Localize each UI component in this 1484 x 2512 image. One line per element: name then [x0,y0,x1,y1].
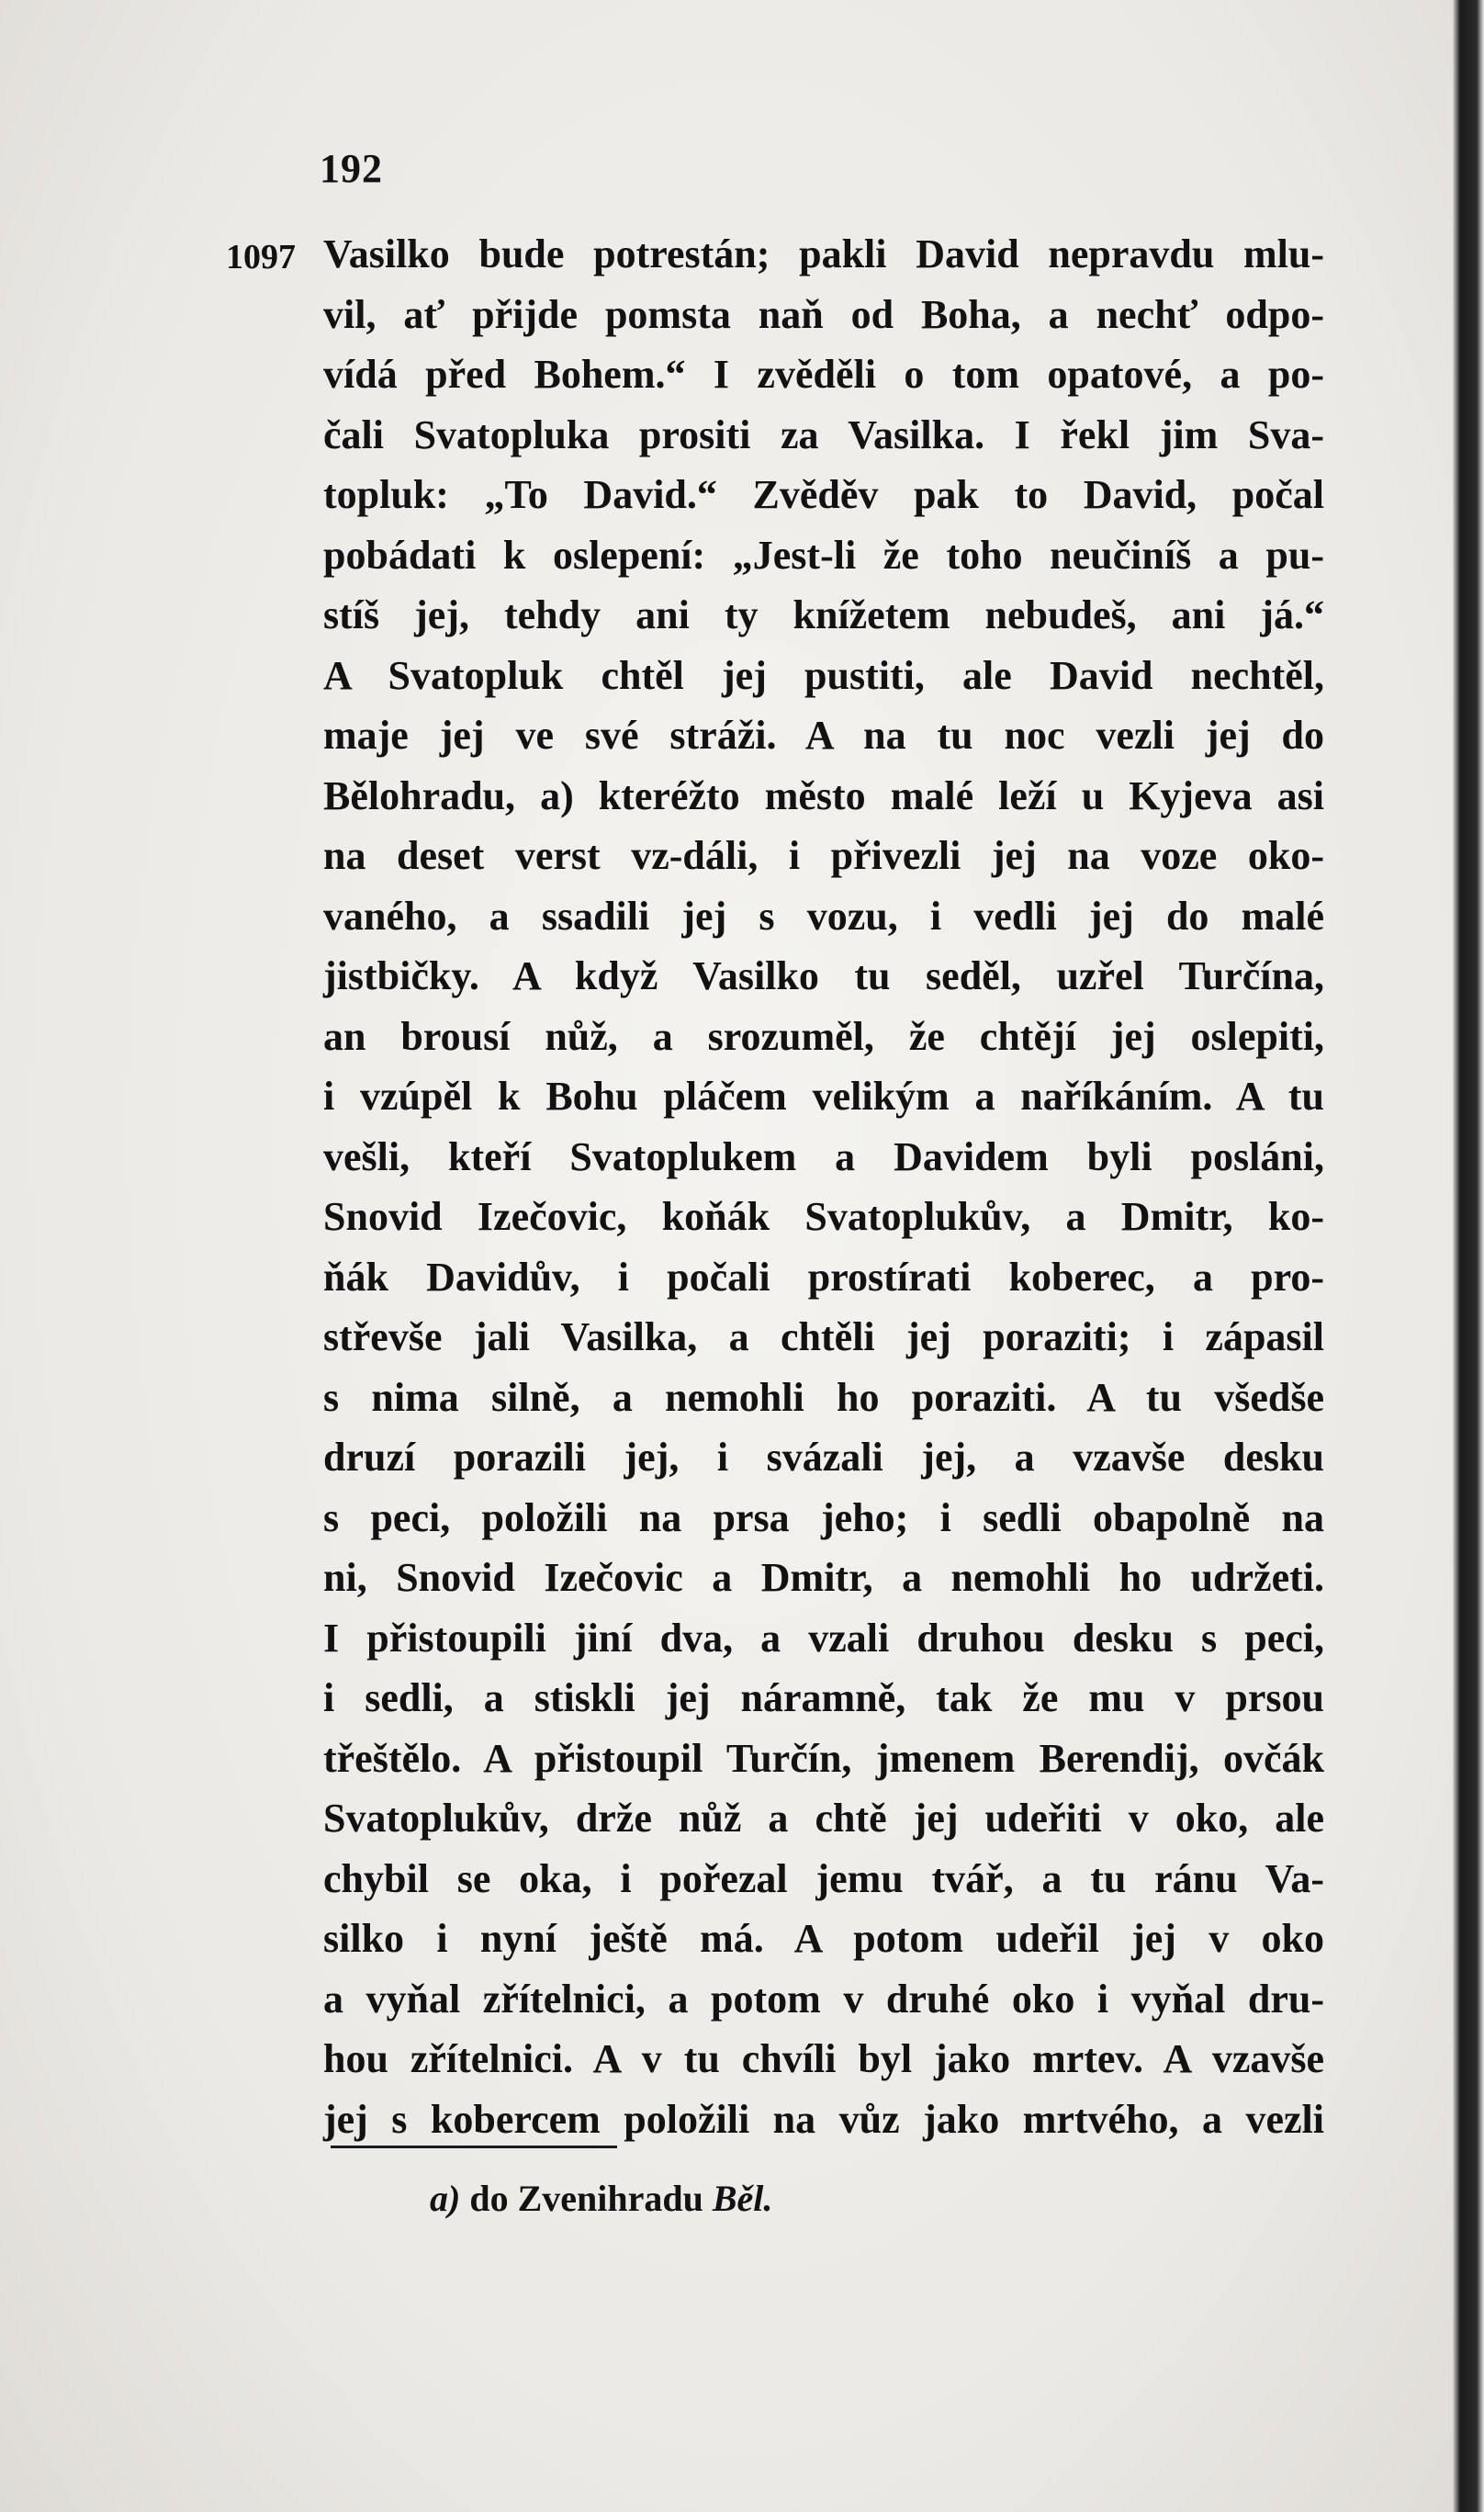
text-line: na deset verst vz-dáli, i přivezli jej na voze oko- [323,833,1324,878]
text-line: Vasilko bude potrestán; pakli David nepravdu mlu- [323,231,1324,276]
text-line: i vzúpěl k Bohu pláčem velikým a naříkáním. A tu [323,1074,1324,1119]
page-binding-edge [1453,0,1484,2512]
text-line: jistbičky. A když Vasilko tu seděl, uzřel Turčína, [323,953,1324,998]
text-line: vešli, kteří Svatoplukem a Davidem byli posláni, [323,1133,1324,1179]
footnote-source: Běl. [712,2178,773,2219]
text-line: s peci, položili na prsa jeho; i sedli obapolně na [323,1494,1324,1540]
text-line: an brousí nůž, a srozuměl, že chtějí jej oslepiti, [323,1013,1324,1059]
page-number: 192 [320,146,383,191]
footnote [430,2177,772,2220]
text-line: ňák Davidův, i počali prostírati koberec, a pro- [323,1254,1324,1300]
text-line: topluk: „To David.“ Zvěděv pak to David, počal [323,472,1324,517]
text-line: hou zřítelnici. A v tu chvíli byl jako mrtev. A vzavše [323,2036,1324,2081]
text-line: chybil se oka, i pořezal jemu tvář, a tu ránu Va- [323,1855,1324,1901]
footnote-text: do Zvenihradu [469,2178,703,2219]
footnote-mark: a) [430,2178,461,2219]
text-line: vil, ať přijde pomsta naň od Boha, a nechť odpo- [323,291,1324,337]
body-text [323,224,1324,2149]
text-line: Snovid Izečovic, koňák Svatoplukův, a Dmitr, ko- [323,1194,1324,1239]
year-margin-note: 1097 [226,238,296,276]
text-line: ni, Snovid Izečovic a Dmitr, a nemohli ho udržeti. [323,1555,1324,1600]
text-line: pobádati k oslepení: „Jest-li že toho neučiníš a pu- [323,532,1324,578]
text-line: stíš jej, tehdy ani ty knížetem nebudeš, ani já.“ [323,592,1324,637]
text-line: čali Svatopluka prositi za Vasilka. I řekl jim Sva- [323,411,1324,457]
text-line: druzí porazili jej, i svázali jej, a vzavše desku [323,1435,1324,1480]
text-line: s nima silně, a nemohli ho poraziti. A tu všedše [323,1374,1324,1420]
text-line: a vyňal zřítelnici, a potom v druhé oko i vyňal dru- [323,1976,1324,2022]
text-line: jej s kobercem položili na vůz jako mrtvého, a vezli [323,2096,1324,2142]
text-line: Bělohradu, a) kteréžto město malé leží u Kyjeva asi [323,772,1324,818]
text-line: Svatoplukův, drže nůž a chtě jej udeřiti v oko, ale [323,1796,1324,1841]
text-line: třeštělo. A přistoupil Turčín, jmenem Berendij, ovčák [323,1735,1324,1781]
text-line: silko i nyní ještě má. A potom udeřil jej v oko [323,1916,1324,1961]
text-line: i sedli, a stiskli jej náramně, tak že mu v prsou [323,1675,1324,1720]
text-line: maje jej ve své stráži. A na tu noc vezli jej do [323,713,1324,758]
text-line: střevše jali Vasilka, a chtěli jej poraziti; i zápasil [323,1314,1324,1359]
text-line: vídá před Bohem.“ I zvěděli o tom opatové, a po- [323,352,1324,397]
text-line: vaného, a ssadili jej s vozu, i vedli jej do malé [323,893,1324,939]
text-line: I přistoupili jiní dva, a vzali druhou desku s peci, [323,1615,1324,1661]
text-line: A Svatopluk chtěl jej pustiti, ale David nechtěl, [323,652,1324,698]
footnote-separator [331,2146,617,2148]
